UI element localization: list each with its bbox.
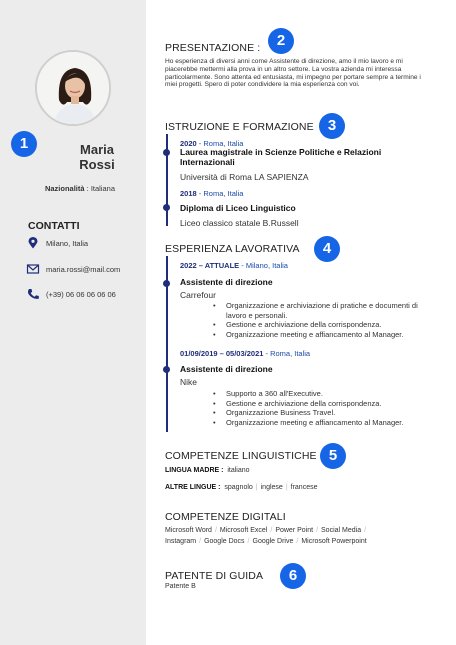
other-languages-label: ALTRE LINGUE : bbox=[165, 484, 221, 491]
experience-title: ESPERIENZA LAVORATIVA bbox=[165, 243, 300, 255]
first-name: Maria bbox=[80, 142, 114, 157]
list-item: • Organizzazione e archiviazione di pratiche e documenti di lavoro e personali. bbox=[213, 301, 431, 320]
edu-place: - Roma, Italia bbox=[196, 189, 244, 198]
languages-title: COMPETENZE LINGUISTICHE bbox=[165, 450, 317, 462]
timeline-dot bbox=[163, 149, 170, 156]
phone-text: (+39) 06 06 06 06 06 bbox=[46, 289, 116, 299]
candidate-name bbox=[52, 142, 142, 172]
presentation-title: PRESENTAZIONE : bbox=[165, 42, 261, 54]
skill-item: Microsoft Word bbox=[165, 527, 212, 534]
experience-tasks bbox=[213, 301, 431, 339]
badge-1: 1 bbox=[11, 131, 37, 157]
location-text: Milano, Italia bbox=[46, 238, 89, 248]
separator: | bbox=[255, 484, 258, 491]
profile-photo bbox=[35, 50, 111, 126]
email-icon bbox=[26, 263, 40, 275]
edu-place: - Roma, Italia bbox=[196, 139, 244, 148]
badge-3: 3 bbox=[319, 113, 345, 139]
skill-item: Microsoft Powerpoint bbox=[301, 538, 367, 545]
skill-item: Microsoft Excel bbox=[219, 527, 268, 534]
list-item: • Organizzazione meeting e affiancamento al Manager. bbox=[213, 330, 431, 340]
separator: / bbox=[214, 527, 217, 534]
education-timeline bbox=[166, 134, 168, 226]
experience-company: Carrefour bbox=[180, 290, 216, 300]
separator: | bbox=[285, 484, 288, 491]
last-name: Rossi bbox=[79, 157, 115, 172]
badge-5: 5 bbox=[320, 443, 346, 469]
badge-2: 2 bbox=[268, 28, 294, 54]
language-item: inglese bbox=[260, 484, 283, 491]
profile-photo-image bbox=[37, 52, 111, 126]
timeline-dot bbox=[163, 204, 170, 211]
skills-line-2 bbox=[165, 536, 425, 547]
skill-item: Power Point bbox=[275, 527, 314, 534]
list-item: • Organizzazione meeting e affiancamento al Manager. bbox=[213, 418, 431, 428]
phone-icon bbox=[26, 288, 40, 300]
badge-6: 6 bbox=[280, 563, 306, 589]
list-item: • Organizzazione Business Travel. bbox=[213, 408, 431, 418]
mother-tongue bbox=[165, 467, 250, 474]
email-text[interactable]: maria.rossi@mail.com bbox=[46, 264, 121, 274]
mother-tongue-value: italiano bbox=[227, 467, 250, 474]
nationality-value: Italiana bbox=[90, 184, 116, 193]
mother-tongue-label: LINGUA MADRE : bbox=[165, 467, 224, 474]
edu-year: 2020 bbox=[180, 139, 197, 148]
language-item: spagnolo bbox=[224, 484, 253, 491]
contact-location bbox=[26, 237, 88, 249]
list-item: • Gestione e archiviazione della corrispondenza. bbox=[213, 399, 431, 409]
timeline-dot bbox=[163, 280, 170, 287]
skill-item: Instagram bbox=[165, 538, 197, 545]
nationality-label: Nazionalità bbox=[44, 184, 85, 193]
contact-email bbox=[26, 263, 120, 275]
experience-role: Assistente di direzione bbox=[180, 364, 273, 374]
separator: / bbox=[316, 527, 319, 534]
education-date bbox=[180, 189, 243, 198]
education-school: Liceo classico statale B.Russell bbox=[180, 218, 299, 228]
skills-line-1 bbox=[165, 525, 425, 536]
timeline-dot bbox=[163, 366, 170, 373]
location-pin-icon bbox=[26, 237, 40, 249]
license-title: PATENTE DI GUIDA bbox=[165, 570, 264, 582]
other-languages bbox=[165, 484, 318, 491]
skill-item: Google Docs bbox=[204, 538, 245, 545]
education-school: Università di Roma LA SAPIENZA bbox=[180, 172, 309, 182]
digital-skills-title: COMPETENZE DIGITALI bbox=[165, 511, 286, 523]
separator: / bbox=[270, 527, 273, 534]
experience-role: Assistente di direzione bbox=[180, 277, 273, 287]
exp-place: - Milano, Italia bbox=[239, 261, 288, 270]
separator: / bbox=[247, 538, 250, 545]
edu-year: 2018 bbox=[180, 189, 197, 198]
education-degree: Laurea magistrale in Scienze Politiche e Relazioni Internazionali bbox=[180, 147, 382, 167]
list-item: • Supporto a 360 all'Executive. bbox=[213, 389, 431, 399]
education-degree: Diploma di Liceo Linguistico bbox=[180, 203, 296, 213]
separator: / bbox=[364, 527, 367, 534]
separator: / bbox=[199, 538, 202, 545]
exp-place: - Roma, Italia bbox=[263, 349, 311, 358]
education-title: ISTRUZIONE E FORMAZIONE bbox=[165, 121, 314, 133]
experience-tasks bbox=[213, 389, 431, 427]
experience-date bbox=[180, 349, 310, 358]
skill-item: Google Drive bbox=[252, 538, 294, 545]
digital-skills bbox=[165, 525, 425, 547]
contact-phone bbox=[26, 288, 116, 300]
experience-company: Nike bbox=[180, 377, 198, 387]
sidebar bbox=[0, 0, 146, 645]
nationality: Nazionalità : Italiana bbox=[44, 184, 116, 193]
exp-period: 2022 – ATTUALE bbox=[180, 261, 240, 270]
badge-4: 4 bbox=[314, 236, 340, 262]
exp-period: 01/09/2019 – 05/03/2021 bbox=[180, 349, 264, 358]
skill-item: Social Media bbox=[321, 527, 362, 534]
license-value: Patente B bbox=[165, 583, 196, 590]
language-item: francese bbox=[290, 484, 318, 491]
presentation-text: Ho esperienza di diversi anni come Assistente di direzione, amo il mio lavoro e mi piacerebbe mettermi alla prova in un altro settore. La vostra azienda mi interessa particolarmente. Sono attenta ed entusiasta, mi impegno per portare sempre a termine i miei progetti. Spero di poter condividere la mia esperienza con voi. bbox=[165, 58, 421, 89]
separator: / bbox=[296, 538, 299, 545]
experience-date bbox=[180, 261, 288, 270]
list-item: • Gestione e archiviazione della corrispondenza. bbox=[213, 320, 431, 330]
contacts-title: CONTATTI bbox=[28, 220, 80, 232]
